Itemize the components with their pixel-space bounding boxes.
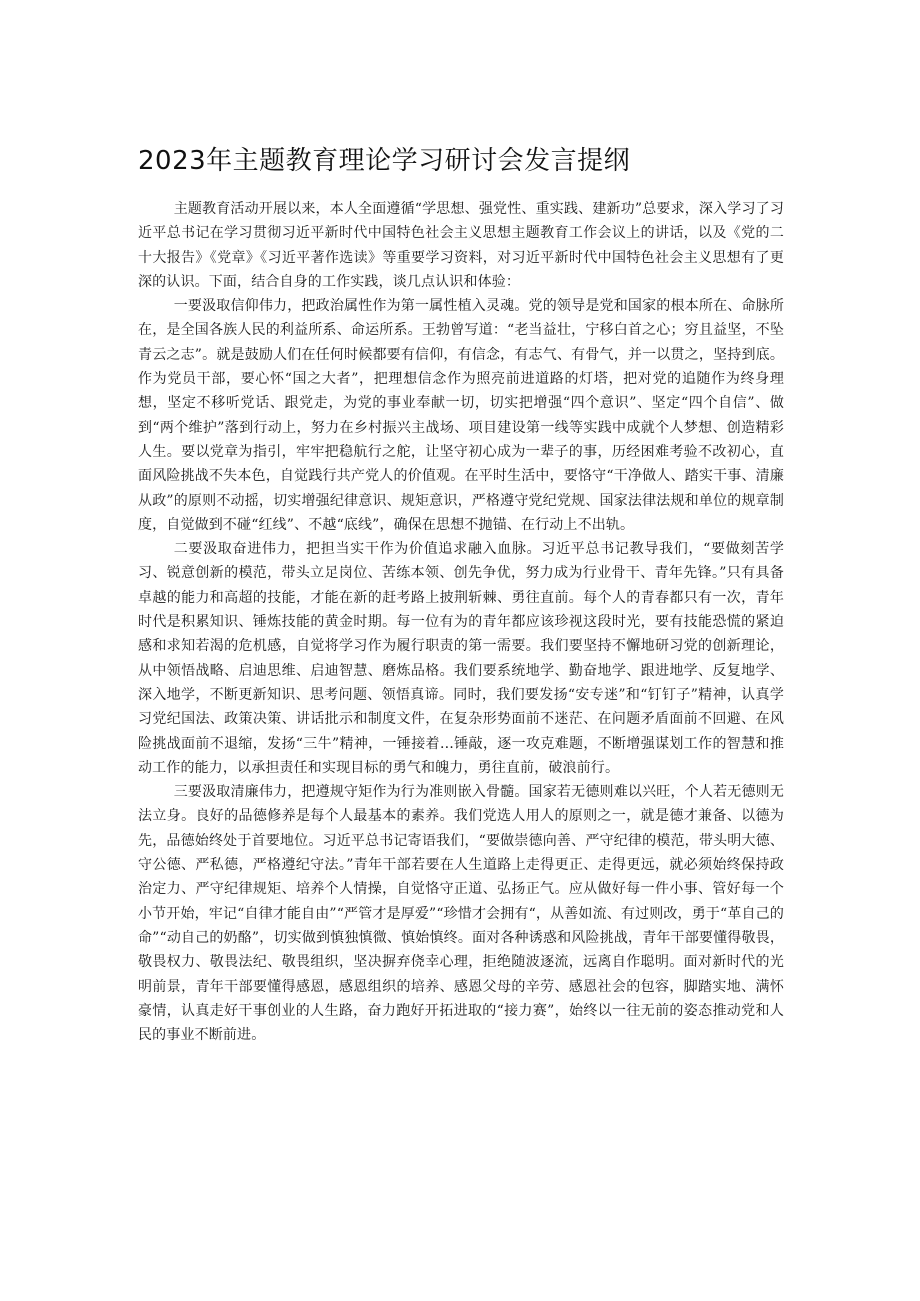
paragraph-striving: 二要汲取奋进伟力，把担当实干作为价值追求融入血脉。习近平总书记教导我们，“要做刻苦学习、锐意创新的模范，带头立足岗位、苦练本领、创先争优，努力成为行业骨干、青年先锋。”只有具备卓越的能力和高超的技能，才能在新的赶考路上披荆斩棘、勇往直前。每个人的青春都只有一次，青年时代是积累知识、锤炼技能的黄金时期。每一位有为的青年都应该珍视这段时光，要有技能恐慌的紧迫感和求知若渴的危机感，自觉将学习作为履行职责的第一需要。我们要坚持不懈地研习党的创新理论，从中领悟战略、启迪思维、启迪智慧、磨炼品格。我们要系统地学、勤奋地学、跟进地学、反复地学、深入地学，不断更新知识、思考问题、领悟真谛。同时，我们要发扬“安专迷”和“钉钉子”精神，认真学习党纪国法、政策决策、讲话批示和制度文件，在复杂形势面前不迷茫、在问题矛盾面前不回避、在风险挑战面前不退缩，发扬“三牛”精神，一锤接着…锤敲，逐一攻克难题，不断增强谋划工作的智慧和推动工作的能力，以承担责任和实现目标的勇气和魄力，勇往直前，破浪前行。 — [138, 541, 784, 776]
document-body — [138, 197, 784, 1047]
paragraph-faith: 一要汲取信仰伟力，把政治属性作为第一属性植入灵魂。党的领导是党和国家的根本所在、命脉所在，是全国各族人民的利益所系、命运所系。王勃曾写道：“老当益壮，宁移白首之心；穷且益坚，不坠青云之志”。就是鼓励人们在任何时候都要有信仰，有信念，有志气、有骨气，并一以贯之，坚持到底。作为党员干部，要心怀“国之大者”，把理想信念作为照亮前进道路的灯塔，把对党的追随作为终身理想，坚定不移听党话、跟党走，为党的事业奉献一切，切实把增强“四个意识”、坚定“四个自信”、做到“两个维护”落到行动上，努力在乡村振兴主战场、项目建设第一线等实践中成就个人梦想、创造精彩人生。要以党章为指引，牢牢把稳航行之舵，让坚守初心成为一辈子的事，历经困难考验不改初心，直面风险挑战不失本色，自觉践行共产党人的价值观。在平时生活中，要恪守“干净做人、踏实干事、清廉从政”的原则不动摇，切实增强纪律意识、规矩意识，严格遵守党纪党规、国家法律法规和单位的规章制度，自觉做到不碰“红线”、不越“底线”，确保在思想不抛锚、在行动上不出轨。 — [138, 298, 784, 533]
paragraph-intro: 主题教育活动开展以来，本人全面遵循“学思想、强党性、重实践、建新功”总要求，深入学习了习近平总书记在学习贯彻习近平新时代中国特色社会主义思想主题教育工作会议上的讲话，以及《党的二十大报告》《党章》《习近平著作选读》等重要学习资料，对习近平新时代中国特色社会主义思想有了更深的认识。下面，结合自身的工作实践，谈几点认识和体验： — [138, 201, 784, 290]
paragraph-integrity: 三要汲取清廉伟力，把遵规守矩作为行为准则嵌入骨髓。国家若无德则难以兴旺，个人若无德则无法立身。良好的品德修养是每个人最基本的素养。我们党选人用人的原则之一，就是德才兼备、以德为先，品德始终处于首要地位。习近平总书记寄语我们，“要做崇德向善、严守纪律的模范，带头明大德、守公德、严私德，严格遵纪守法。”青年干部若要在人生道路上走得更正、走得更远，就必须始终保持政治定力、严守纪律规矩、培养个人情操，自觉恪守正道、弘扬正气。应从做好每一件小事、管好每一个小节开始，牢记“自律才能自由”“严管才是厚爱”“珍惜才会拥有“，从善如流、有过则改，勇于“革自己的命”“动自己的奶酪”，切实做到慎独慎微、慎始慎终。面对各种诱惑和风险挑战，青年干部要懂得敬畏，敬畏权力、敬畏法纪、敬畏组织，坚决摒弃侥幸心理，拒绝随波逐流，远离自作聪明。面对新时代的光明前景，青年干部要懂得感恩，感恩组织的培养、感恩父母的辛劳、感恩社会的包容，脚踏实地、满怀豪情，认真走好干事创业的人生路，奋力跑好开拓进取的“接力赛”，始终以一往无前的姿态推动党和人民的事业不断前进。 — [138, 784, 784, 1044]
document-title: 2023年主题教育理论学习研讨会发言提纲 — [138, 146, 631, 176]
